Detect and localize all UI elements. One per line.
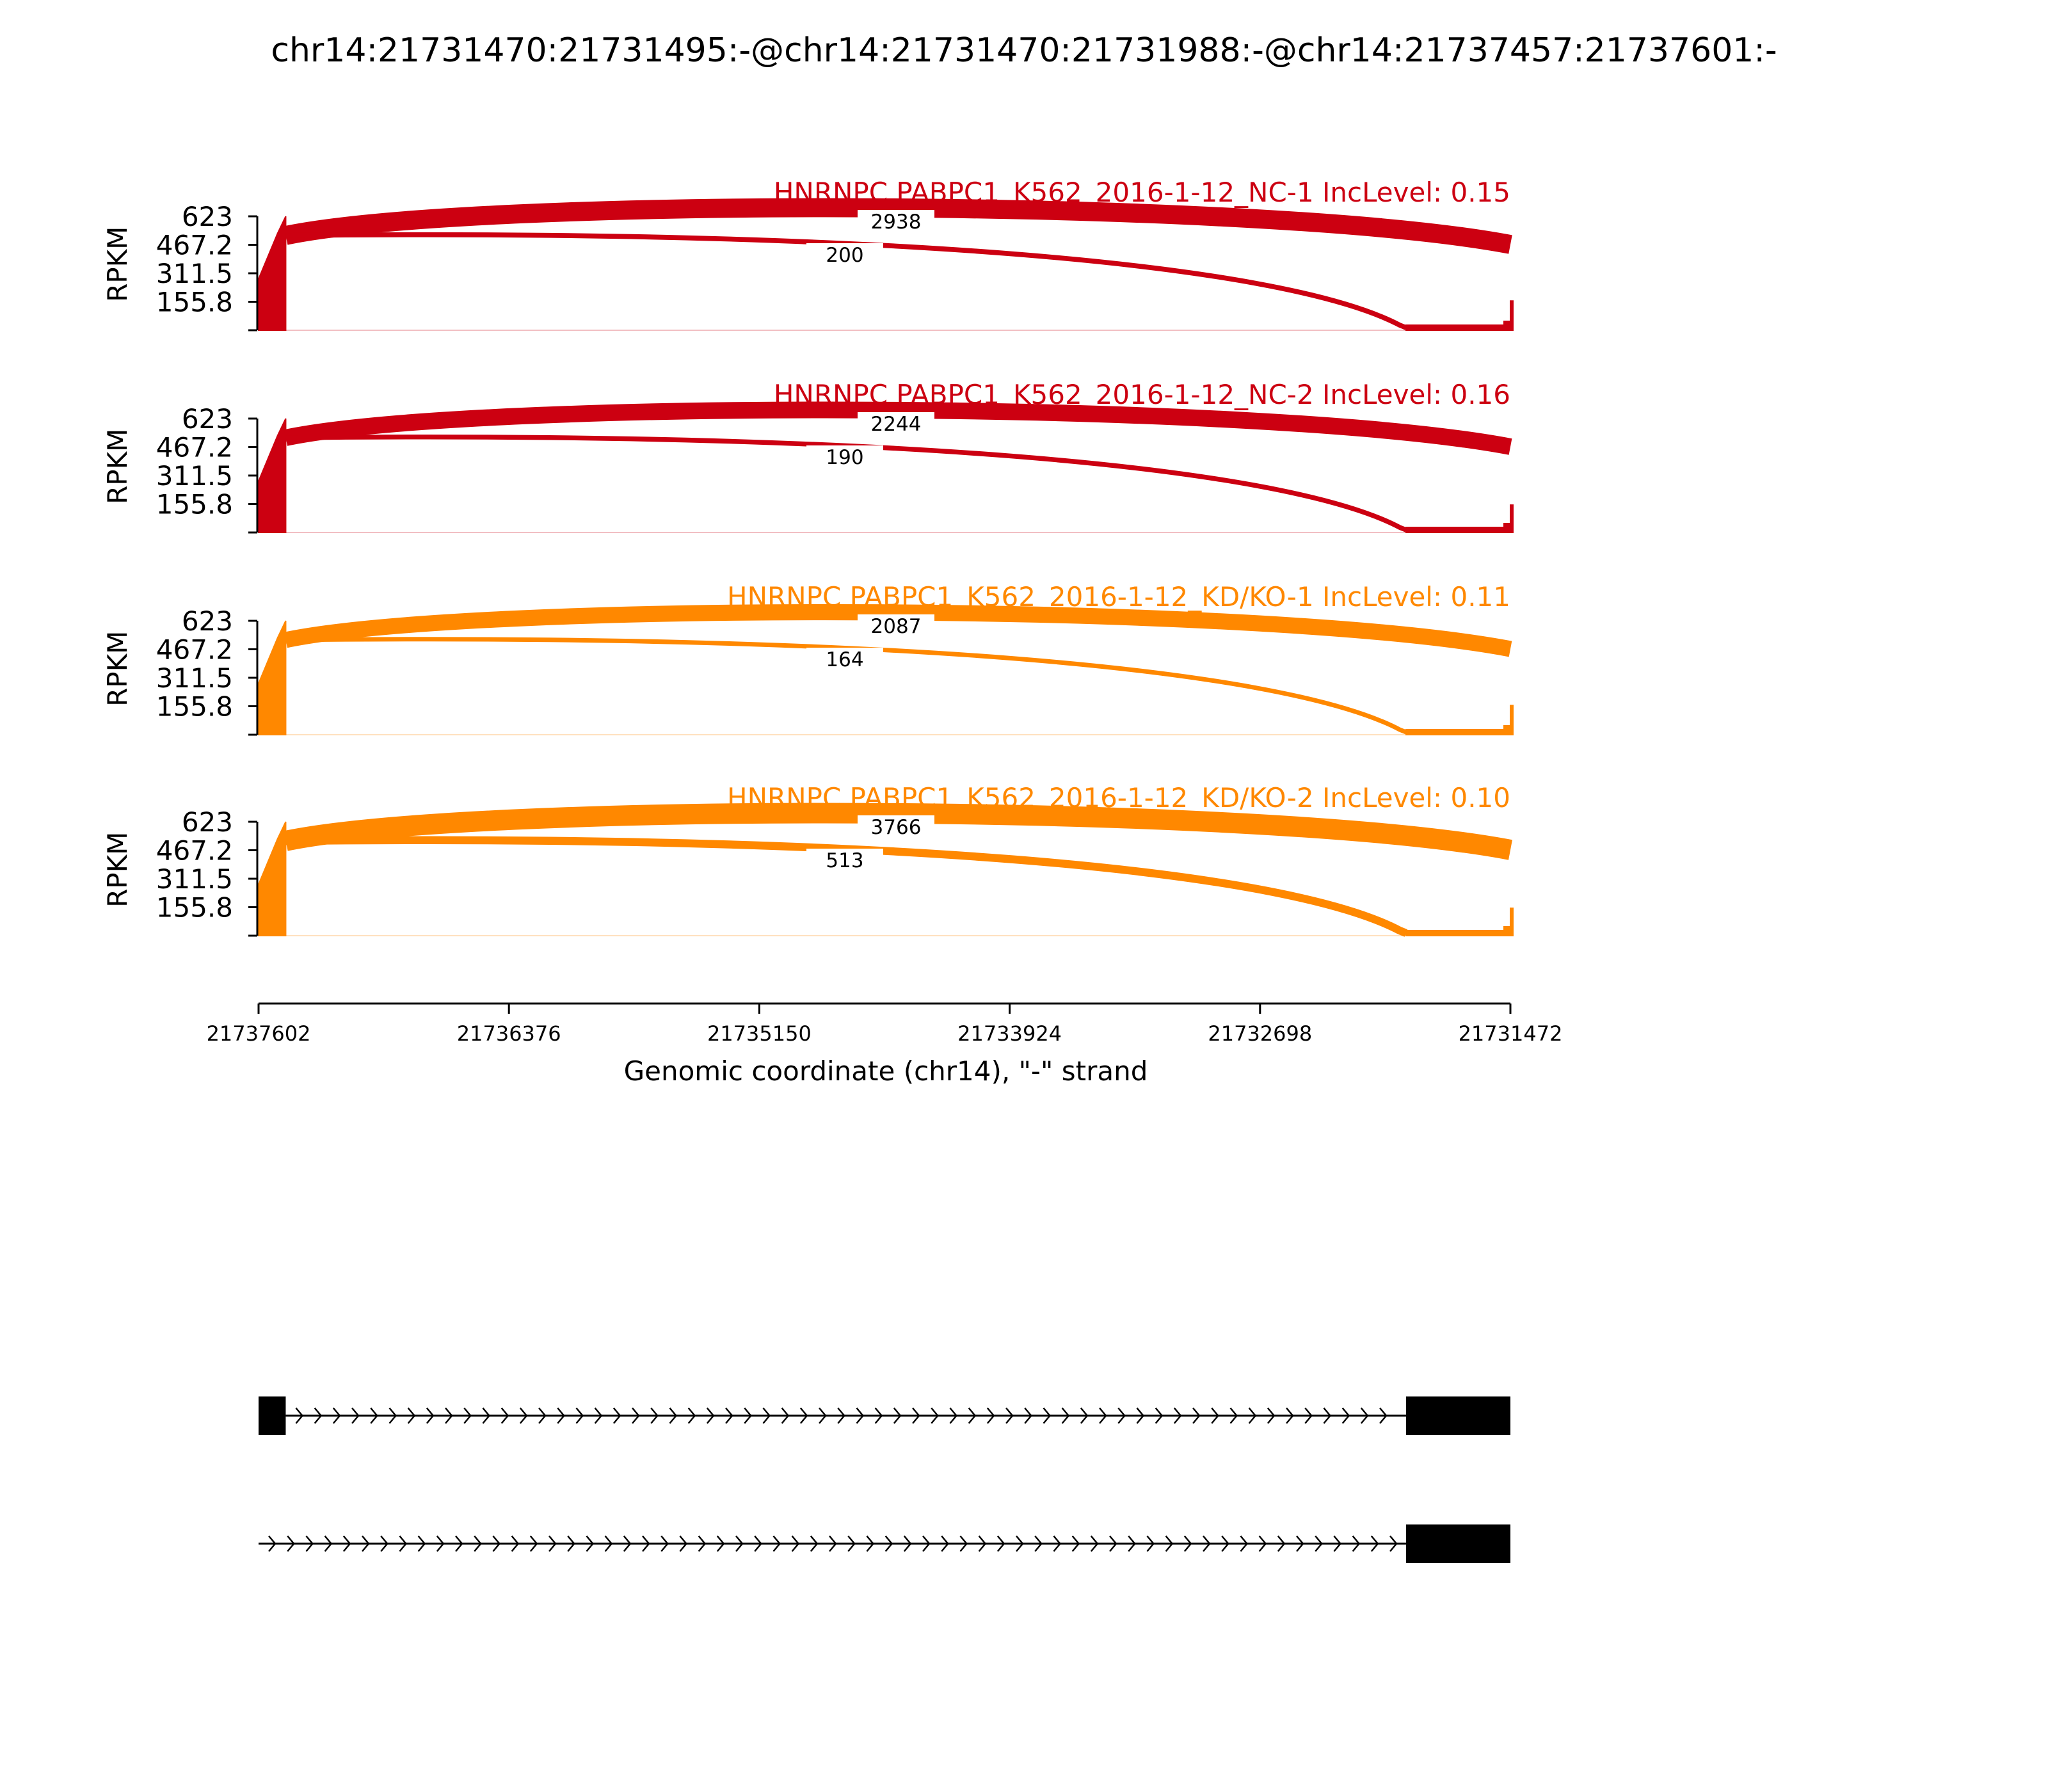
track-title: HNRNPC PABPC1_K562_2016-1-12_NC-1 IncLevel: 0.15 — [773, 177, 1510, 208]
x-tick-label: 21731472 — [1458, 1021, 1563, 1046]
y-tick-label: 311.5 — [156, 258, 233, 289]
x-axis-label: Genomic coordinate (chr14), "-" strand — [623, 1055, 1148, 1087]
junction-count-label: 513 — [826, 849, 864, 872]
x-tick-label: 21733924 — [957, 1021, 1062, 1046]
junction-count-label: 164 — [826, 648, 864, 671]
y-tick-label: 155.8 — [156, 286, 233, 318]
exon-block — [259, 1396, 285, 1435]
track-title: HNRNPC PABPC1_K562_2016-1-12_KD/KO-1 IncLevel: 0.11 — [727, 581, 1510, 612]
y-tick-label: 623 — [181, 201, 233, 232]
track-title: HNRNPC PABPC1_K562_2016-1-12_NC-2 IncLevel: 0.16 — [773, 379, 1510, 410]
track-title: HNRNPC PABPC1_K562_2016-1-12_KD/KO-2 IncLevel: 0.10 — [727, 782, 1510, 813]
y-axis-label: RPKM — [102, 630, 133, 707]
y-tick-label: 155.8 — [156, 892, 233, 924]
x-tick-label: 21735150 — [707, 1021, 812, 1046]
y-tick-label: 467.2 — [156, 229, 233, 261]
figure-title: chr14:21731470:21731495:-@chr14:21731470:21731988:-@chr14:21737457:21737601:- — [271, 31, 1777, 70]
y-axis-label: RPKM — [102, 226, 133, 302]
junction-count-label: 190 — [826, 446, 864, 469]
y-tick-label: 623 — [181, 806, 233, 838]
y-tick-label: 155.8 — [156, 691, 233, 723]
exon-block — [1406, 1396, 1510, 1435]
x-tick-label: 21732698 — [1208, 1021, 1313, 1046]
exon-block — [1406, 1524, 1510, 1563]
junction-count-label: 200 — [826, 244, 864, 267]
y-tick-label: 155.8 — [156, 488, 233, 520]
y-tick-label: 467.2 — [156, 431, 233, 463]
y-tick-label: 467.2 — [156, 835, 233, 867]
junction-count-label: 2087 — [870, 615, 922, 638]
y-tick-label: 623 — [181, 403, 233, 435]
x-tick-label: 21736376 — [456, 1021, 561, 1046]
y-tick-label: 467.2 — [156, 634, 233, 666]
y-tick-label: 311.5 — [156, 662, 233, 694]
junction-count-label: 3766 — [870, 816, 922, 839]
junction-count-label: 2244 — [870, 413, 922, 436]
junction-count-label: 2938 — [870, 211, 922, 234]
y-tick-label: 623 — [181, 605, 233, 637]
y-axis-label: RPKM — [102, 831, 133, 908]
x-tick-label: 21737602 — [206, 1021, 311, 1046]
y-tick-label: 311.5 — [156, 460, 233, 492]
y-axis-label: RPKM — [102, 428, 133, 504]
y-tick-label: 311.5 — [156, 863, 233, 895]
